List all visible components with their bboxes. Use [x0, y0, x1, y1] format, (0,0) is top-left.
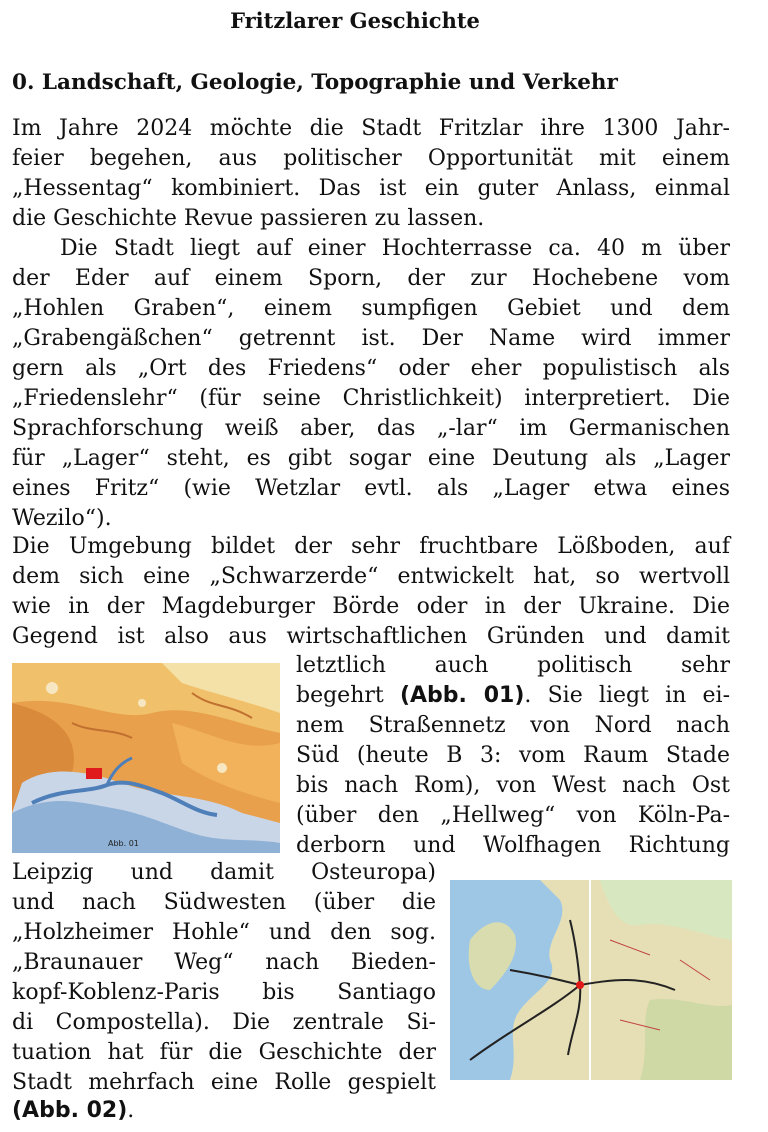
text-line: di Compostella). Die zentrale Si- [12, 1010, 436, 1035]
text-line: derborn und Wolfhagen Richtung [296, 833, 730, 858]
text-line: nem Straßennetz von Nord nach [296, 713, 730, 738]
text-line: Die Umgebung bildet der sehr fruchtbare Lößboden, auf [12, 534, 730, 559]
text-line: Gegend ist also aus wirtschaftlichen Gründen und damit [12, 624, 730, 649]
europe-map-image [450, 880, 732, 1080]
text-line: „Hohlen Graben“, einem sumpfigen Gebiet und dem [12, 296, 730, 321]
figure-reference-abb-01: (Abb. 01) [399, 683, 525, 708]
text-run: . Sie liegt in ei- [524, 683, 731, 708]
text-run: begehrt [296, 683, 400, 708]
text-line: die Geschichte Revue passieren zu lassen. [12, 206, 485, 231]
soil-map-image [12, 663, 280, 853]
text-line: „Friedenslehr“ (für seine Christlichkeit) interpretiert. Die [12, 386, 730, 411]
figure-reference-abb-02: (Abb. 02) [12, 1098, 128, 1123]
text-line: dem sich eine „Schwarzerde“ entwickelt hat, so wertvoll [12, 564, 730, 589]
text-line: eines Fritz“ (wie Wetzlar evtl. als „Lager etwa eines [12, 476, 730, 501]
text-line: Die Stadt liegt auf einer Hochterrasse ca. 40 m über [60, 236, 730, 261]
text-line: gern als „Ort des Friedens“ oder eher populistisch als [12, 356, 730, 381]
figure-soil-map [12, 663, 280, 853]
figure-caption: Abb. 01 [108, 839, 139, 848]
text-line [296, 681, 730, 711]
text-line: tuation hat für die Geschichte der [12, 1040, 436, 1065]
text-line: der Eder auf einem Sporn, der zur Hochebene vom [12, 266, 730, 291]
text-line: Leipzig und damit Osteuropa) [12, 860, 436, 885]
document-title: Fritzlarer Geschichte [230, 8, 480, 33]
text-line: bis nach Rom), von West nach Ost [296, 773, 730, 798]
text-line: „Braunauer Weg“ nach Bieden- [12, 950, 436, 975]
text-line: Süd (heute B 3: vom Raum Stade [296, 743, 730, 768]
section-heading: 0. Landschaft, Geologie, Topographie und Verkehr [12, 70, 618, 95]
figure-europe-road-map [450, 880, 732, 1080]
text-line: „Holzheimer Hohle“ und den sog. [12, 920, 436, 945]
text-line: Im Jahre 2024 möchte die Stadt Fritzlar ihre 1300 Jahr- [12, 116, 730, 141]
text-line: „Grabengäßchen“ getrennt ist. Der Name wird immer [12, 326, 730, 351]
text-line: Wezilo“). [12, 506, 112, 531]
text-line: kopf-Koblenz-Paris bis Santiago [12, 980, 436, 1005]
text-run: . [127, 1098, 135, 1123]
text-line: Sprachforschung weiß aber, das „-lar“ im Germanischen [12, 416, 730, 441]
text-line: und nach Südwesten (über die [12, 890, 436, 915]
text-line: letztlich auch politisch sehr [296, 653, 730, 678]
text-line: Stadt mehrfach eine Rolle gespielt [12, 1070, 436, 1095]
text-line: „Hessentag“ kombiniert. Das ist ein guter Anlass, einmal [12, 176, 730, 201]
text-line: für „Lager“ steht, es gibt sogar eine Deutung als „Lager [12, 446, 730, 471]
text-line [12, 1096, 436, 1126]
text-line: (über den „Hellweg“ von Köln-Pa- [296, 803, 730, 828]
text-line: feier begehen, aus politischer Opportunität mit einem [12, 146, 730, 171]
text-line: wie in der Magdeburger Börde oder in der Ukraine. Die [12, 594, 730, 619]
